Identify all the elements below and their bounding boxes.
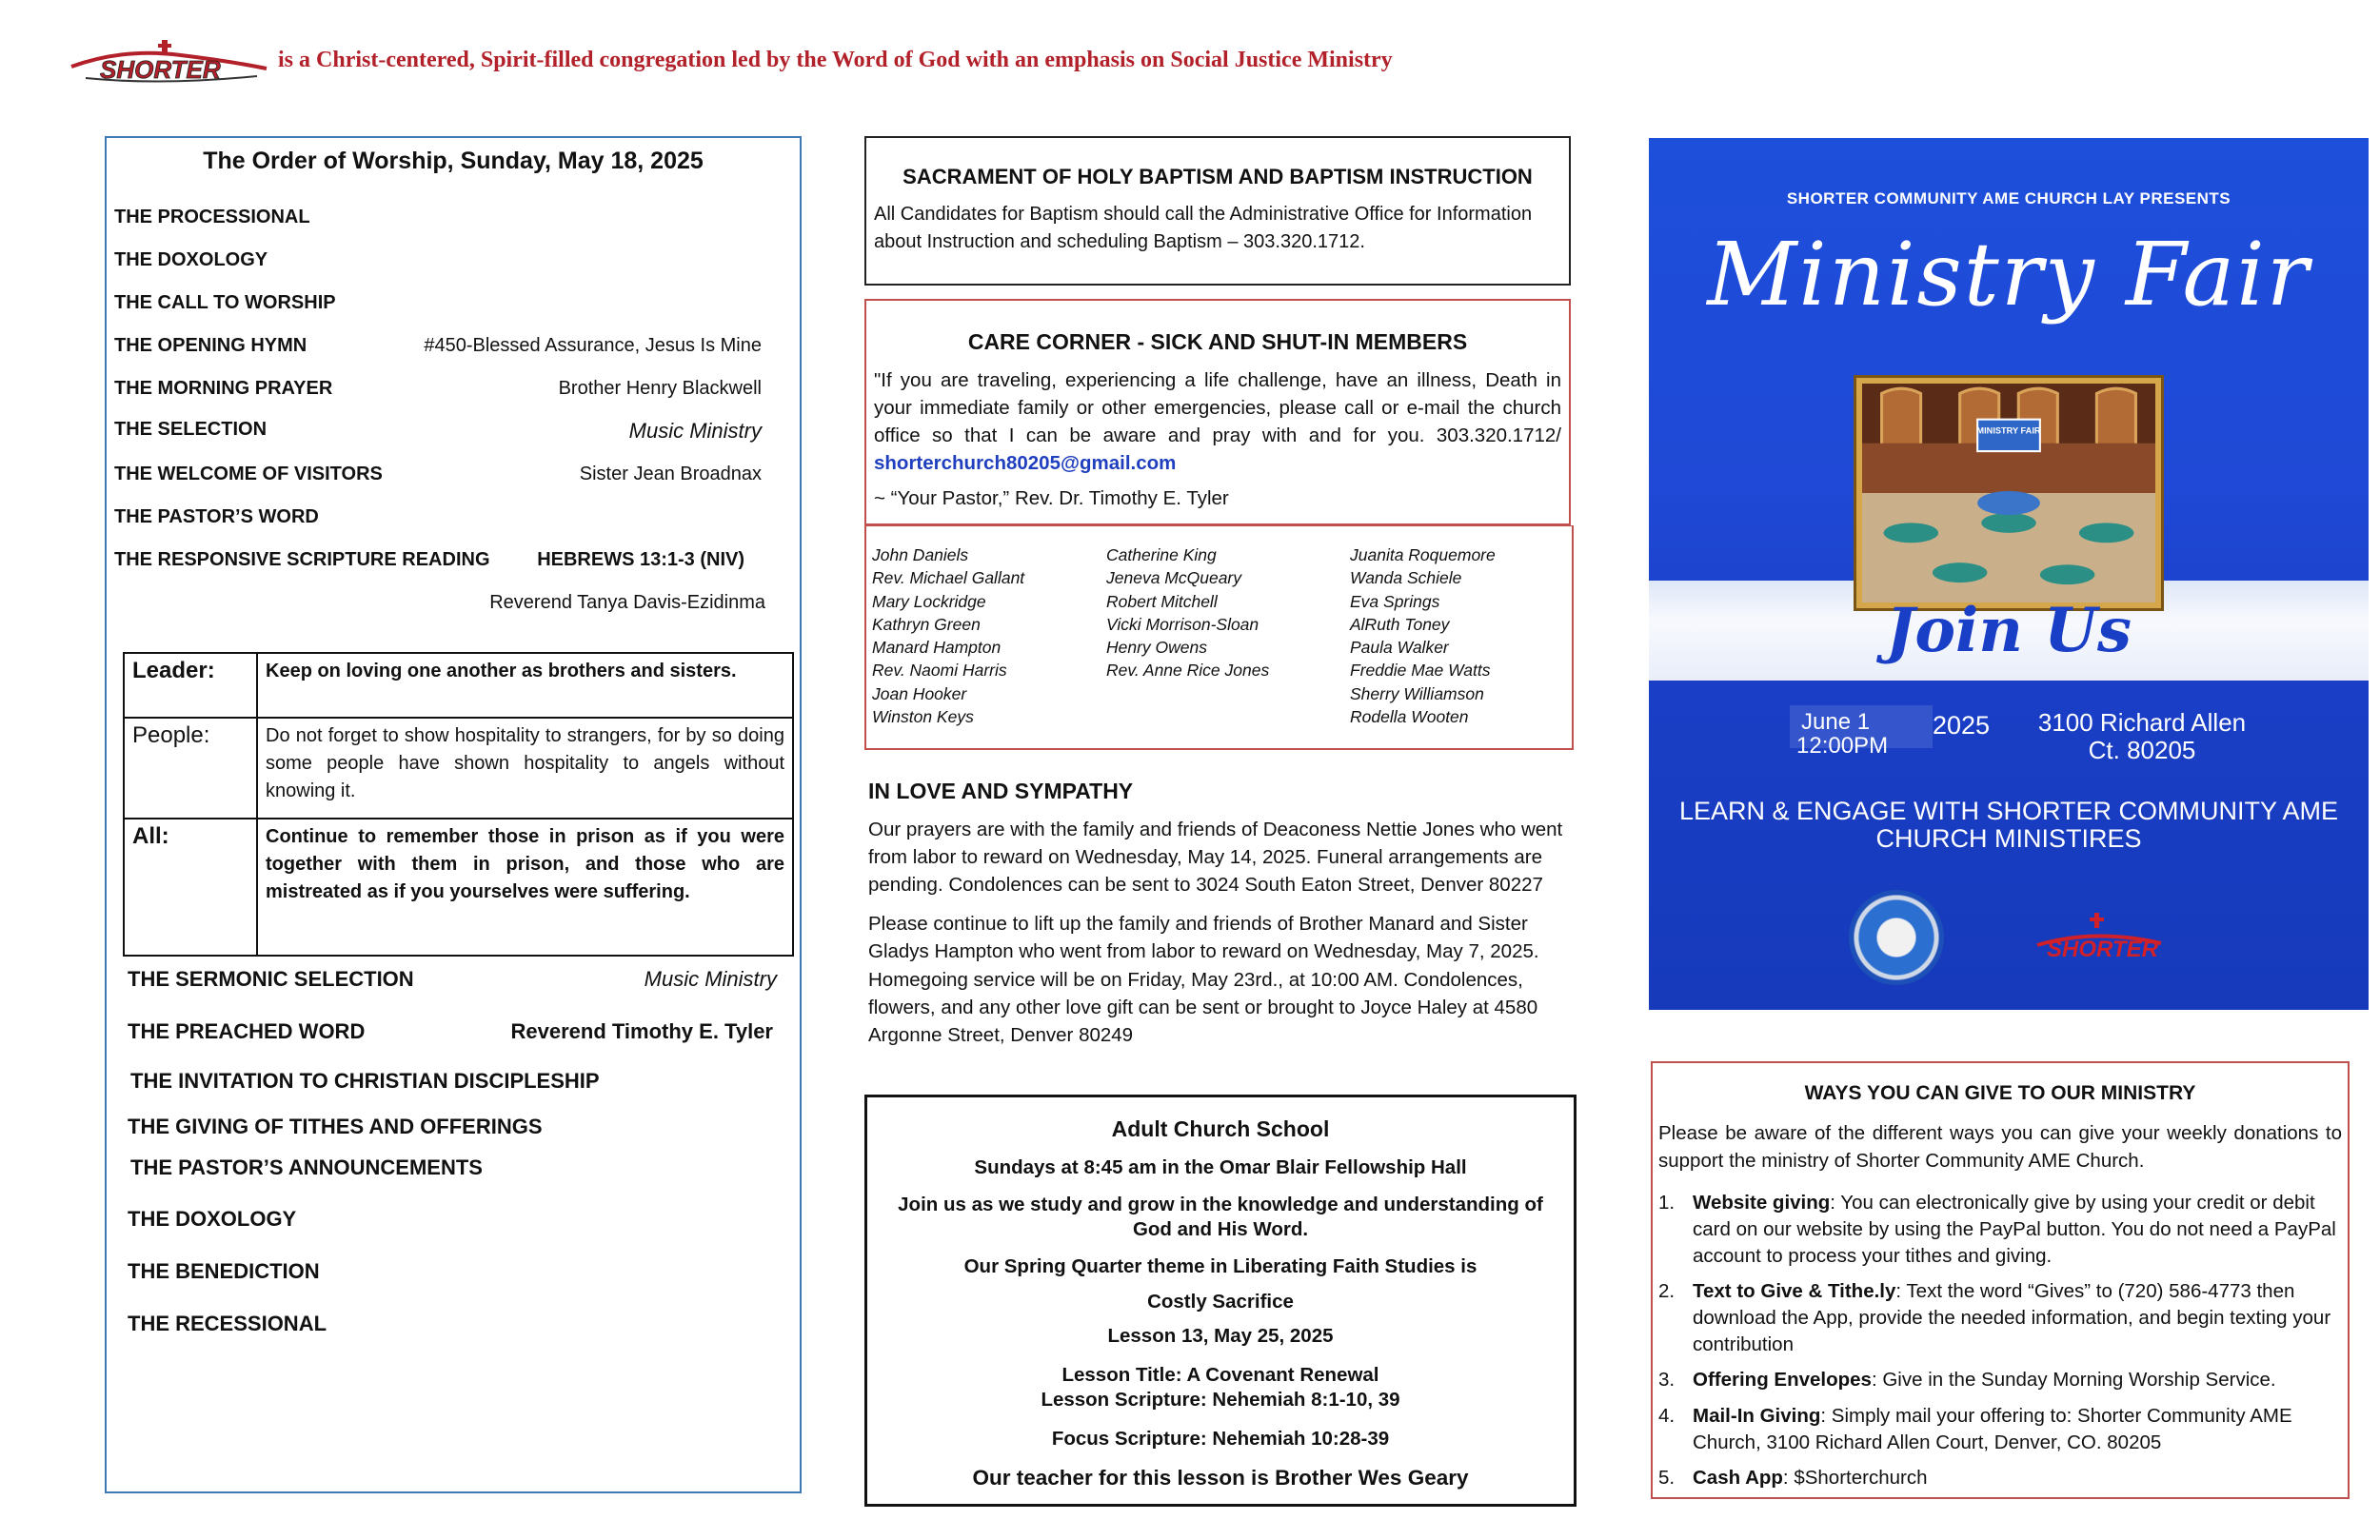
school-theme: Our Spring Quarter theme in Liberating Faith Studies is [963,1254,1478,1277]
item-text: : You can electronically give by using your credit or debit card on our website by using the PayPal button. You do not need a PayPal account to process your tithes and giving. [1693,1192,2336,1267]
item-key: Mail-In Giving [1693,1405,1821,1428]
ministry-fair-flyer [1649,138,2369,1010]
member-name: John Daniels [872,545,969,564]
item-key: Website giving [1693,1192,1831,1214]
list-item [1658,1403,2342,1455]
table-row [124,718,793,819]
logo-text: SHORTER [2047,937,2158,962]
member-name: Eva Springs [1350,591,1440,611]
names-column-2 [1106,543,1269,682]
baptism-title: SACRAMENT OF HOLY BAPTISM AND BAPTISM INSTRUCTION [902,165,1533,188]
member-name: Mary Lockridge [872,591,986,611]
fair-time: 12:00PM [1796,733,1889,759]
school-join: Join us as we study and grow in the knowledge and understanding of God and His Word. [898,1193,1543,1241]
list-item [1658,1465,2342,1491]
member-name: Rev. Michael Gallant [872,568,1025,588]
ways-to-give [1651,1061,2350,1499]
reading-cell: Do not forget to show hospitality to strangers, for by so doing some people have shown hospitality to angels without knowing it. [257,718,793,819]
role-cell: People: [124,718,257,819]
member-name: Jeneva McQueary [1106,568,1242,588]
list-item [1658,1278,2342,1357]
care-signature: ~ “Your Pastor,” Rev. Dr. Timothy E. Tyler [874,487,1229,510]
worship-item [114,249,762,278]
love-and-sympathy [868,779,1569,1049]
member-name: Rodella Wooten [1350,707,1469,727]
fair-date: June 1 [1790,705,1933,748]
worship-item [114,207,762,235]
item-text: : Give in the Sunday Morning Worship Service. [1871,1369,2276,1392]
care-corner [864,299,1571,525]
item-number: 4. [1658,1405,1676,1428]
shorter-logo [67,38,271,90]
table-row [124,653,793,718]
worship-item-label: THE OPENING HYMN [114,335,307,356]
school-when: Sundays at 8:45 am in the Omar Blair Fellowship Hall [974,1156,1467,1178]
member-name: Rev. Naomi Harris [872,661,1007,681]
worship-item-label: THE GIVING OF TITHES AND OFFERINGS [128,1115,543,1138]
worship-item [114,549,762,578]
member-name: Kathryn Green [872,614,981,634]
member-name: Catherine King [1106,545,1217,564]
item-number: 3. [1658,1369,1676,1392]
hall-illustration [1862,384,2155,602]
worship-item-label: THE INVITATION TO CHRISTIAN DISCIPLESHIP [130,1069,600,1093]
member-name: Vicki Morrison-Sloan [1106,614,1259,634]
member-name: Sherry Williamson [1350,683,1484,703]
fair-address: 3100 Richard Allen Ct. 80205 [2037,708,2247,764]
member-name: Henry Owens [1106,638,1208,658]
fair-learn: LEARN & ENGAGE WITH SHORTER COMMUNITY AME CHURCH MINISTIRES [1678,797,2339,854]
worship-item [114,378,762,406]
item-key: Cash App [1693,1467,1783,1490]
care-text [866,366,1569,477]
worship-item [114,419,762,447]
fair-presents: SHORTER COMMUNITY AME CHURCH LAY PRESENTS [1786,189,2231,207]
worship-item-label: THE PASTOR’S ANNOUNCEMENTS [130,1155,483,1179]
names-column-1 [872,543,1024,728]
member-name: Rev. Anne Rice Jones [1106,661,1270,681]
item-key: Offering Envelopes [1693,1369,1872,1392]
church-seal-icon [1849,890,1944,985]
school-lesson: Lesson 13, May 25, 2025 [1107,1325,1334,1348]
worship-item-label: THE BENEDICTION [128,1259,320,1283]
give-intro: Please be aware of the different ways you can give your weekly donations to support the ministry of Shorter Community AME Church. [1658,1122,2342,1172]
school-teacher: Our teacher for this lesson is Brother Wes Geary [972,1465,1469,1490]
list-item [1658,1367,2342,1393]
sympathy-paragraph: Our prayers are with the family and friends of Deaconess Nettie Jones who went from labor to reward on Wednesday, May 14, 2025. Funeral arrangements are pending. Condolences can be sent to 3024 South Eaton Street, Denver 80227 [868,819,1563,897]
logo-text: SHORTER [100,55,221,84]
worship-item-label: THE PASTOR’S WORD [114,506,319,527]
worship-item-label: THE SERMONIC SELECTION [128,967,414,991]
item-number: 1. [1658,1192,1676,1214]
worship-title: The Order of Worship, Sunday, May 18, 2025 [203,148,704,174]
worship-item-value: Sister Jean Broadnax [579,464,762,484]
tagline: is a Christ-centered, Spirit-filled congregation led by the Word of God with an emphasis on Social Justice Ministry [278,48,1393,72]
reading-cell: Keep on loving one another as brothers and sisters. [257,653,793,718]
worship-item-label: THE WELCOME OF VISITORS [114,464,383,484]
baptism-text: All Candidates for Baptism should call the Administrative Office for Information about Instruction and scheduling Baptism – 303.320.1712. [874,204,1533,252]
item-number: 2. [1658,1280,1676,1303]
item-text: : $Shorterchurch [1782,1467,1928,1490]
item-text: : Text the word “Gives” to (720) 586-4773 then download the App, provide the needed information, and begin texting your contribution [1693,1280,2331,1355]
role-cell: Leader: [124,653,257,718]
care-title: CARE CORNER - SICK AND SHUT-IN MEMBERS [967,329,1468,354]
worship-item-label: THE PREACHED WORD [128,1019,366,1043]
sympathy-title: IN LOVE AND SYMPATHY [868,779,1134,803]
lesson-title: Lesson Title: A Covenant Renewal [1061,1363,1379,1386]
reader-name: Reverend Tanya Davis-Ezidinma [489,592,765,613]
adult-church-school [864,1095,1577,1507]
sympathy-paragraph: Please continue to lift up the family and friends of Brother Manard and Sister Gladys Hampton who went from labor to reward on Wednesday, May 7, 2025. Homegoing service will be on Friday, May 23rd., at 10:00 AM. Condolences, flowers, and any other love gift can be sent or brought to Joyce Haley at 4580 Argonne Street, Denver 80249 [868,913,1539,1046]
worship-item-value: Brother Henry Blackwell [558,378,762,399]
worship-item-label: THE RECESSIONAL [128,1312,327,1335]
worship-item-value: Music Ministry [644,967,777,991]
member-name: Manard Hampton [872,638,1002,658]
reading-cell: Continue to remember those in prison as if you were together with them in prison, and those who are mistreated as if you yourselves were suffering. [257,819,793,956]
member-name: Freddie Mae Watts [1350,661,1491,681]
role-cell: All: [124,819,257,956]
worship-item-label: THE DOXOLOGY [128,1207,297,1231]
worship-item-value: #450-Blessed Assurance, Jesus Is Mine [424,335,762,356]
school-theme-name: Costly Sacrifice [1147,1290,1294,1313]
fair-join: Join Us [1886,595,2132,666]
member-name: AlRuth Toney [1350,614,1450,634]
care-email-link[interactable]: shorterchurch80205@gmail.com [874,452,1177,475]
names-column-3 [1350,543,1496,728]
order-of-worship [105,136,802,1493]
item-number: 5. [1658,1467,1676,1490]
sick-shut-in-list [864,525,1574,750]
shorter-logo-small [2028,907,2171,974]
give-list [1653,1190,2348,1491]
worship-item [114,292,762,321]
member-name: Robert Mitchell [1106,591,1218,611]
item-key: Text to Give & Tithe.ly [1693,1280,1896,1303]
scripture-reader [114,592,765,621]
member-name: Joan Hooker [872,683,967,703]
worship-item-value: Reverend Timothy E. Tyler [510,1019,773,1043]
fair-title: Ministry Fair [1707,224,2311,326]
worship-item [114,506,762,535]
worship-item-label: THE DOXOLOGY [114,249,268,270]
worship-item-label: THE CALL TO WORSHIP [114,292,336,313]
member-name: Winston Keys [872,707,974,727]
worship-item [114,464,762,492]
worship-item-label: THE MORNING PRAYER [114,378,333,399]
header [67,38,1685,95]
table-row [124,819,793,956]
list-item [1658,1190,2342,1269]
member-name: Paula Walker [1350,638,1449,658]
worship-item-value: Music Ministry [628,419,762,443]
give-title: WAYS YOU CAN GIVE TO OUR MINISTRY [1804,1082,2196,1104]
item-text: : Simply mail your offering to: Shorter Community AME Church, 3100 Richard Allen Court, Denver, CO. 80205 [1693,1405,2292,1453]
responsive-reading-table [123,652,794,957]
care-message: "If you are traveling, experiencing a life challenge, have an illness, Death in your immediate family or other emergencies, please call or e-mail the church office so that I can be aware and pray with and for you. 303.320.1712/ [874,369,1561,447]
school-title: Adult Church School [1111,1116,1330,1141]
fair-year: 2025 [1933,711,1991,740]
member-name: Wanda Schiele [1350,568,1462,588]
member-name: Juanita Roquemore [1350,545,1496,564]
lesson-scripture: Lesson Scripture: Nehemiah 8:1-10, 39 [1041,1389,1400,1412]
baptism-box [864,136,1571,286]
worship-item-label: THE RESPONSIVE SCRIPTURE READING [114,549,490,570]
painting-sign: MINISTRY FAIR [1976,425,2041,436]
worship-item-value: HEBREWS 13:1-3 (NIV) [537,549,744,570]
focus-scripture: Focus Scripture: Nehemiah 10:28-39 [1051,1428,1390,1451]
worship-item-label: THE SELECTION [114,419,268,440]
worship-item [114,335,762,364]
fair-painting [1856,378,2161,608]
worship-item-label: THE PROCESSIONAL [114,207,310,227]
